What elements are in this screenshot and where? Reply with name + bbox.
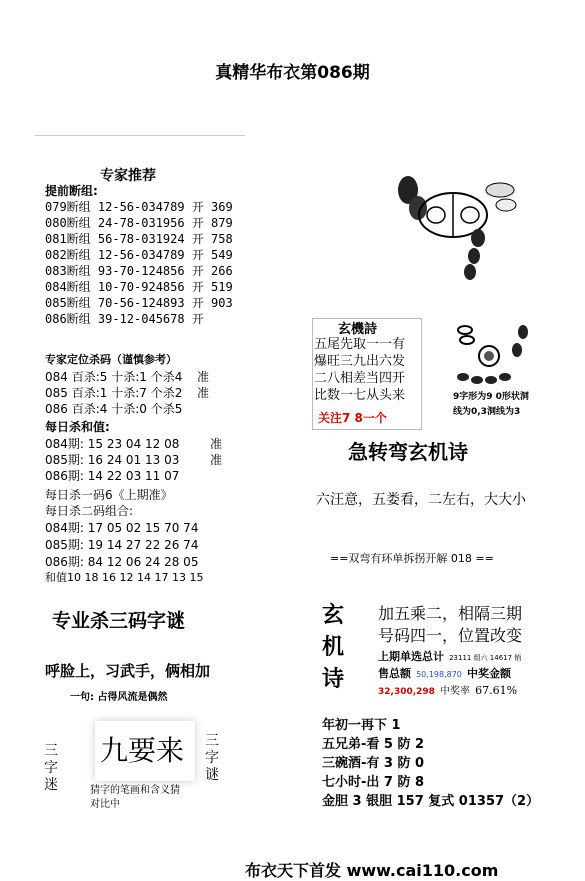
- riddle-big: 九要来: [100, 734, 185, 767]
- poem-focus: 关注7 8一个: [318, 411, 387, 425]
- poem-lines: [314, 336, 405, 404]
- poem-line: 比数一七从头来: [314, 388, 406, 403]
- xuanji-char: 机: [321, 635, 344, 660]
- list-item: 086期: 84 12 06 24 28 05: [45, 555, 199, 569]
- list-item: [45, 385, 245, 401]
- side-note-2: 线为0,3洞线为3: [453, 407, 521, 417]
- list-item: 079断组 12-56-034789 开 369: [45, 200, 233, 214]
- list-item: 080断组 24-78-031956 开 879: [45, 216, 233, 230]
- list-item: [45, 369, 245, 385]
- hezhi-list: [45, 436, 245, 484]
- poem-line: 二八相差当四开: [314, 371, 406, 386]
- row-text: 085期: 16 24 01 13 03: [45, 453, 180, 467]
- list-item: 086断组 39-12-045678 开: [45, 312, 204, 326]
- xuanji-char: 诗: [321, 667, 344, 692]
- list-item: 084断组 10-70-924856 开 519: [45, 280, 233, 294]
- bead-shape: [485, 376, 497, 384]
- final-line: 七小时-出 7 防 8: [322, 775, 425, 790]
- list-item: [45, 452, 245, 468]
- nine-zero-graphic: [453, 322, 533, 387]
- digit-puzzle-graphic: [388, 160, 538, 285]
- poem-line: 爆旺三九出六发: [314, 354, 406, 369]
- row-text: 086期: 14 22 03 11 07: [45, 469, 180, 483]
- ingot-shape: [496, 199, 516, 211]
- sales-value: 50,198,870: [416, 670, 462, 679]
- bead-shape: [464, 264, 476, 280]
- prize-label: 中奖金额: [467, 667, 511, 680]
- prize-value: 32,300,298: [378, 687, 435, 697]
- row-text: 085 百杀:1 十杀:7 个杀2: [45, 386, 183, 400]
- final-line: 年初一再下 1: [322, 718, 401, 733]
- riddle-banner-right: 急转弯玄机诗: [348, 440, 468, 464]
- list-item: [45, 468, 245, 484]
- hit-mark: 准: [210, 453, 223, 467]
- stats-small: 23111 组六 14617 销: [449, 654, 522, 662]
- bead-shape: [518, 325, 528, 339]
- divider: [35, 135, 245, 136]
- sha-list: [45, 369, 245, 417]
- xuanji-line-2: 号码四一，位置改变: [378, 626, 523, 645]
- list-item: 085断组 70-56-124893 开 903: [45, 296, 233, 310]
- riddle-note: 猜字的笔画和含义猜: [90, 785, 180, 796]
- poem-line: 五尾先取一一有: [314, 337, 406, 352]
- row-text: 086 百杀:4 十杀:0 个杀5: [45, 402, 183, 416]
- ingot-shape: [486, 183, 514, 197]
- list-item: 082断组 12-56-034789 开 549: [45, 248, 233, 262]
- side-note-1: 9字形为9 0形状洞: [453, 392, 529, 402]
- hit-mark: 准: [197, 386, 210, 400]
- sha-heading: 专家定位杀码（谨慎参考）: [45, 353, 177, 366]
- footer-watermark: 布衣天下首发 www.cai110.com: [245, 861, 499, 880]
- riddle-line: 呼脸上，习武手，俩相加: [45, 662, 211, 680]
- list-item: [45, 401, 245, 417]
- list-item: 083断组 93-70-124856 开 266: [45, 264, 233, 278]
- bead-shape: [471, 229, 485, 247]
- final-line: 金胆 3 银胆 157 复式 01357（2）: [322, 794, 540, 809]
- rate-value: 67.61%: [475, 684, 518, 697]
- hezhi-tail: 和值10 18 16 12 14 17 13 15: [45, 571, 204, 584]
- riddle-side-left: 三字迷: [44, 743, 58, 793]
- row-text: 084期: 15 23 04 12 08: [45, 437, 180, 451]
- duanzu-heading: 提前断组:: [45, 184, 98, 198]
- xuanji-line-1: 加五乘二，相隔三期: [378, 604, 523, 623]
- bead-shape: [409, 196, 427, 220]
- sales-label: 售总额: [378, 667, 411, 680]
- riddle-side-right: 三字谜: [205, 733, 219, 783]
- stats-label: 上期单选总计: [378, 650, 444, 663]
- coin-hole: [427, 207, 445, 223]
- kuadu-list: [45, 520, 198, 571]
- final-line: 五兄弟-看 5 防 2: [322, 737, 425, 752]
- riddle-banner: 专业杀三码字谜: [52, 610, 186, 632]
- row-text: 084 百杀:5 十杀:1 个杀4: [45, 370, 183, 384]
- hezhi-heading: 每日杀和值:: [45, 420, 110, 434]
- ring-shape: [460, 336, 474, 344]
- coin-hole: [461, 207, 479, 223]
- expert-heading: 专家推荐: [100, 168, 156, 184]
- ring-shape: [484, 351, 494, 361]
- list-item: [45, 436, 245, 452]
- ring-shape: [458, 326, 472, 334]
- prize-line: [378, 679, 517, 698]
- bead-shape: [471, 376, 483, 384]
- riddle-hint: 一句: 占得风流是偶然: [70, 692, 168, 703]
- verse-line: 六汪意，五娄看，二左右，大大小: [316, 492, 526, 508]
- poem-title: 玄機詩: [338, 322, 378, 337]
- rate-label: 中奖率: [440, 686, 471, 697]
- kuadu-heading: 每日杀二码组合:: [45, 504, 134, 518]
- final-lines: [322, 716, 539, 811]
- list-item: 081断组 56-78-031924 开 758: [45, 232, 233, 246]
- xuanji-char: 玄: [321, 603, 344, 628]
- xuanji-side: [318, 600, 348, 696]
- duanzu-list: [45, 199, 233, 327]
- riddle-note-2: 对比中: [90, 799, 120, 810]
- bead-shape: [499, 373, 511, 381]
- page-title: 真精华布衣第086期: [215, 63, 370, 83]
- list-item: 084期: 17 05 02 15 70 74: [45, 521, 199, 535]
- hit-mark: 准: [210, 437, 223, 451]
- bead-shape: [512, 343, 522, 357]
- bead-shape: [468, 248, 480, 264]
- hit-mark: 准: [197, 370, 210, 384]
- final-line: 三碗酒-有 3 防 0: [322, 756, 425, 771]
- list-item: 085期: 19 14 27 22 26 74: [45, 538, 199, 552]
- riddle-box: [40, 715, 240, 830]
- shuangwan-line: ==双弯有环单拆拐开解 018 ==: [330, 552, 494, 565]
- yima-line: 每日杀一码6《上期准》: [45, 488, 173, 502]
- bead-shape: [457, 373, 469, 381]
